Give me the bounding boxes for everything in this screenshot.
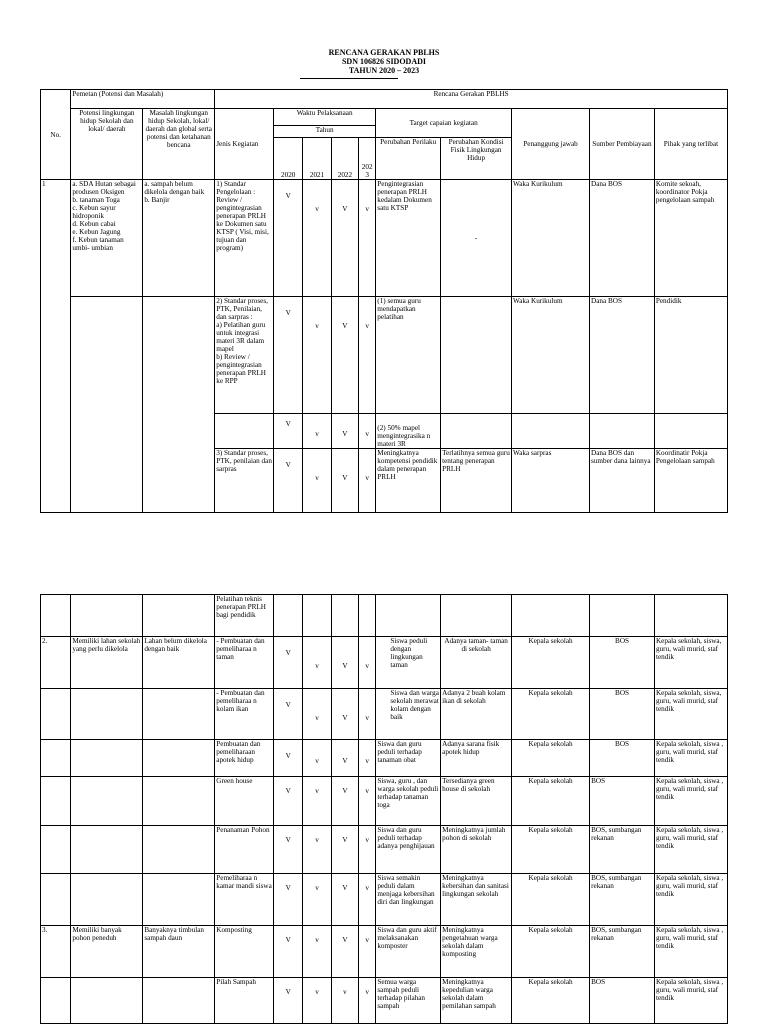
mark-2023: v [359,297,376,414]
mark-2020: V [274,637,303,689]
jenis-cell: 3) Standar proses, PTK, penilaian dan sarpras [215,449,274,513]
title-line-3: TAHUN 2020 – 2023 [348,66,420,75]
row-no: 2. [41,637,71,689]
jenis-cell: - Pembuatan dan pemeliharaa n taman [215,637,274,689]
plan-table-page-2 [40,594,728,1024]
mark-2023: v [359,740,376,777]
kondisi-cell: Meningkatnya kepedulian warga sekolah dalam pemilahan sampah [441,978,512,1024]
sumber-cell: BOS [590,740,655,777]
row-no [41,595,71,637]
header-masalah: Masalah lingkungan hidup Sekolah, lokal/ daerah dan global serta potensi dan ketahanan bencana [143,109,215,180]
pj-cell: Kepala sekolah [512,978,590,1024]
pihak-cell: Kepala sekolah, siswa , guru, wali murid, staf tendik [654,777,727,826]
mark-2023: v [359,637,376,689]
pihak-cell: Kepala sekolah, siswa , guru, wali murid, staf tendik [654,740,727,777]
potensi-cell [71,874,143,926]
row-no: 3. [41,926,71,978]
pihak-cell: Kepala sekolah, siswa , guru, wali murid, staf tendik [654,926,727,978]
mark-2022: V [331,449,358,513]
pihak-cell: Pendidik [654,297,727,414]
potensi-cell: Memiliki banyak pohon peneduh [71,926,143,978]
perilaku-cell: Siswa peduli dengan lingkungan taman [376,637,441,689]
row-no [41,689,71,740]
potensi-cell [71,689,143,740]
pj-cell: Waka Kurikulum [512,180,590,297]
mark-2022: V [331,180,358,297]
mark-2020: V [274,180,303,297]
pihak-cell [654,414,727,449]
sumber-cell: BOS [590,637,655,689]
perilaku-cell: Siswa dan warga sekolah merawat kolam dengan baik [376,689,441,740]
mark-2021: v [303,297,331,414]
kondisi-cell: Adanya 2 buah kolam ikan di sekolah [441,689,512,740]
potensi-cell [71,740,143,777]
mark-2021: v [303,926,331,978]
mark-2022: V [331,637,358,689]
pj-cell: Kepala sekolah [512,689,590,740]
sumber-cell: BOS [590,777,655,826]
mark-2022: V [331,689,358,740]
jenis-cell: Pemeliharaa n kamar mandi siswa [215,874,274,926]
pihak-cell: Komite sekoah, koordinator Pokja pengelolaan sampah [654,180,727,297]
perilaku-cell: Semua warga sampah peduli terhadap pilahan sampah [376,978,441,1024]
kondisi-cell: Tersedianya green house di sekolah [441,777,512,826]
kondisi-cell: Meningkatnya kebersihan dan sanitasi lingkungan sekolah [441,874,512,926]
pihak-cell: Kepala sekolah, siswa, guru, wali murid, staf tendik [654,689,727,740]
mark-2022: V [331,874,358,926]
mark-2021: v [303,180,331,297]
mark-2021: v [303,874,331,926]
mark-2021: v [303,826,331,874]
sumber-cell: Dana BOS dan sumber dana lainnya [590,449,655,513]
mark-2021: v [303,777,331,826]
header-2022: 2022 [331,138,358,180]
pj-cell: Kepala sekolah [512,777,590,826]
mark-2023: v [359,926,376,978]
potensi-cell [71,978,143,1024]
mark-2023: v [359,689,376,740]
mark-2022: V [331,777,358,826]
potensi-cell [71,826,143,874]
pihak-cell: Kepala sekolah, siswa , guru, wali murid, staf tendik [654,826,727,874]
jenis-cell: Pilah Sampah [215,978,274,1024]
mark-2021: v [303,978,331,1024]
row-no [41,826,71,874]
potensi-cell: a. SDA Hutan sebagai produsen Oksigen b. tanaman Toga c. Kebun sayur hidroponik d. Kebun cabai e. Kebun Jagung f. Kebun tanaman umbi- umbian [71,180,143,297]
masalah-cell: Banyaknya timbulan sampah daun [143,926,215,978]
perilaku-cell: Siswa, guru , dan warga sekolah peduli terhadap tanaman toga [376,777,441,826]
perilaku-cell: (1) semua guru mendapatkan pelatihan [376,297,441,414]
jenis-cell: Green house [215,777,274,826]
potensi-cell [71,595,143,637]
pihak-cell: Koordinatir Pokja Pengelolaan sampah [654,449,727,513]
header-pj: Penanggung jawab [512,109,590,180]
pihak-cell: Kepala sekolah, siswa , guru, wali murid, staf tendik [654,978,727,1024]
jenis-cell: Pelatihan teknis penerapan PRLH bagi pendidik [215,595,274,637]
header-kondisi: Perubahan Kondisi Fisik Lingkungan Hidup [441,138,512,180]
potensi-cell: Memiliki lahan sekolah yang perlu dikelola [71,637,143,689]
sumber-cell: BOS [590,689,655,740]
sumber-cell: Dana BOS [590,297,655,414]
header-potensi: Potensi lingkungan hidup Sekolah dan lokal/ daerah [71,109,143,180]
mark-2020: V [274,978,303,1024]
pj-cell: Kepala sekolah [512,926,590,978]
header-2021: 2021 [303,138,331,180]
sumber-cell: BOS [590,978,655,1024]
sumber-cell: Dana BOS [590,180,655,297]
row-no: 1 [41,180,71,513]
mark-2022: V [331,926,358,978]
pj-cell: Kepala sekolah [512,874,590,926]
jenis-cell: Komposting [215,926,274,978]
jenis-cell: Pembuatan dan pemeliharaan apotek hidup [215,740,274,777]
row-no [41,978,71,1024]
mark-2020: V [274,449,303,513]
header-sumber: Sumber Pembiayaan [590,109,655,180]
mark-2020: V [274,826,303,874]
masalah-cell [143,826,215,874]
jenis-cell: - Pembuatan dan pemeliharaa n kolam ikan [215,689,274,740]
masalah-cell [143,595,215,637]
mark-2023: v [359,449,376,513]
header-2020: 2020 [274,138,303,180]
mark-2023: v [359,777,376,826]
pj-cell: Kepala sekolah [512,637,590,689]
jenis-cell: Penanaman Pohon [215,826,274,874]
mark-2021: v [303,449,331,513]
mark-2020: V [274,297,303,414]
header-perilaku: Perubahan Perilaku [376,138,441,180]
mark-2023: v [359,180,376,297]
mark-2023: v [359,826,376,874]
row-no [41,874,71,926]
pj-cell [512,414,590,449]
title-line-2: SDN 106826 SIDODADI [341,57,426,66]
mark-2020: V [274,689,303,740]
mark-2021: v [303,414,331,449]
jenis-cell [215,414,274,449]
masalah-cell [143,740,215,777]
mark-2023: v [359,414,376,449]
masalah-cell [143,689,215,740]
jenis-cell: 2) Standar proses, PTK, Penilaian, dan sarpras : a) Pelatihan guru untuk integrasi materi 3R dalam mapel b) Review / pengintegrasian penerapan PRLH ke RPP [215,297,274,414]
perilaku-cell: Siswa dan guru aktif melaksanakan komposter [376,926,441,978]
header-jenis: Jenis Kegiatan [215,109,274,180]
kondisi-cell: Meningkatnya pengetahuan warga sekolah dalam komposting [441,926,512,978]
kondisi-cell [441,297,512,414]
plan-table-page-1 [40,89,728,513]
mark-2021: v [303,637,331,689]
pj-cell: Kepala sekolah [512,826,590,874]
mark-2022: V [331,414,358,449]
sumber-cell: BOS, sumbangan rekanan [590,926,655,978]
mark-2021: v [303,740,331,777]
kondisi-cell: - [441,180,512,297]
masalah-cell: Lahan belum dikelola dengan baik [143,637,215,689]
header-target: Target capaian kegiatan [376,109,512,138]
perilaku-cell: Pengintegrasian penerapan PRLH kedalam Dokumen satu KTSP [376,180,441,297]
perilaku-cell: Siswa dan guru peduli terhadap adanya penghijauan [376,826,441,874]
document-title [0,48,768,75]
title-line-1: RENCANA GERAKAN PBLHS [328,48,440,57]
jenis-cell: 1) Standar Pengelolaan : Review / pengintegrasian penerapan PRLH ke Dokumen satu KTSP ( Visi, misi, tujuan dan program) [215,180,274,297]
pihak-cell: Kepala sekolah, siswa , guru, wali murid, staf tendik [654,874,727,926]
mark-2020: V [274,926,303,978]
sumber-cell: BOS, sumbangan rekanan [590,826,655,874]
potensi-cell [71,297,143,513]
pj-cell: Waka Kurikulum [512,297,590,414]
row-no [41,740,71,777]
mark-2022: V [331,740,358,777]
header-no: No. [41,90,71,180]
header-waktu: Waktu Pelaksanaan [274,109,376,126]
mark-2022: V [331,297,358,414]
header-2023: 2023 [359,138,376,180]
perilaku-cell: Siswa semakin peduli dalam menjaga kebersihan diri dan lingkungan [376,874,441,926]
header-pemetan: Pemetan (Potensi dan Masalah) [71,90,215,109]
sumber-cell [590,414,655,449]
mark-2022: V [331,826,358,874]
potensi-cell [71,777,143,826]
pihak-cell: Kepala sekolah, siswa, guru, wali murid, staf tendik [654,637,727,689]
pj-cell: Kepala sekolah [512,740,590,777]
header-rencana: Rencana Gerakan PBLHS [215,90,728,109]
masalah-cell [143,874,215,926]
mark-2023: v [359,874,376,926]
header-pihak: Pihak yang terlibat [654,109,727,180]
kondisi-cell: Terlatihnya semua guru tentang penerapan PRLH [441,449,512,513]
masalah-cell [143,777,215,826]
pj-cell: Waka sarpras [512,449,590,513]
masalah-cell [143,297,215,513]
perilaku-cell: Siswa dan guru peduli terhadap tanaman obat [376,740,441,777]
kondisi-cell [441,414,512,449]
mark-2023: v [359,978,376,1024]
mark-2022: v [331,978,358,1024]
mark-2020: V [274,740,303,777]
mark-2021: v [303,689,331,740]
sumber-cell: BOS, sumbangan rekanan [590,874,655,926]
kondisi-cell: Meningkatnya jumlah pohon di sekolah [441,826,512,874]
masalah-cell [143,978,215,1024]
perilaku-cell: Meningkatnya kompetensi pendidik dalam penerapan PRLH [376,449,441,513]
masalah-cell: a. sampah belum dikelola dengan baik b. Banjir [143,180,215,297]
mark-2020: V [274,414,303,449]
kondisi-cell: Adanya taman- taman di sekolah [441,637,512,689]
kondisi-cell: Adanya sarana fisik apotek hidup [441,740,512,777]
header-tahun: Tahun [274,126,376,138]
row-no [41,777,71,826]
mark-2020: V [274,874,303,926]
perilaku-cell: (2) 50% mapel mengintegrasika n materi 3R [376,414,441,449]
mark-2020: V [274,777,303,826]
